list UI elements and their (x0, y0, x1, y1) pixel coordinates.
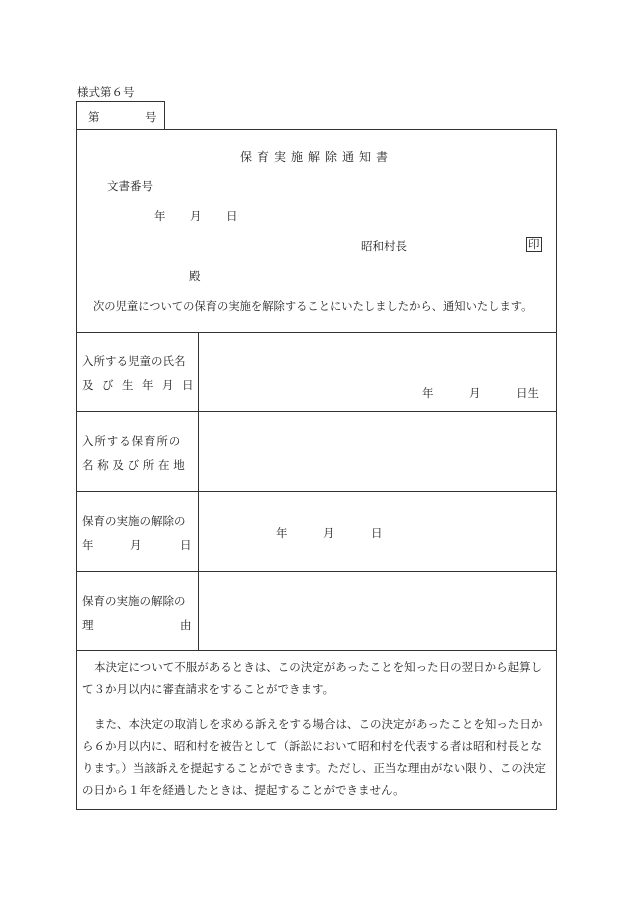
row3-label-year: 年 (82, 538, 94, 552)
number-suffix: 号 (145, 110, 157, 124)
row-divider (76, 571, 557, 572)
row2-label-line1: 入所する保育所の (82, 434, 182, 448)
row3-date-month: 月 (323, 526, 335, 540)
row4-label-reason-b: 由 (180, 618, 192, 632)
document-title: 保育実施解除通知書 (240, 150, 394, 164)
row-divider (76, 411, 557, 412)
issue-date-month: 月 (190, 209, 202, 223)
row4-label-reason-a: 理 (82, 618, 94, 632)
form-number: 様式第６号 (77, 85, 135, 99)
addressee-suffix: 殿 (189, 269, 201, 283)
number-prefix: 第 (88, 110, 100, 124)
row3-label-month: 月 (130, 538, 142, 552)
issue-date-day: 日 (226, 209, 238, 223)
lawsuit-notice: また、本決定の取消しを求める訴えをする場合は、この決定があったことを知った日から６か月以内に、昭和村を被告として（訴訟において昭和村を代表する者は昭和村長となります。）当該訴えを提起することができます。ただし、正当な理由がない限り、この決定の日から１年を経過したときは、提起することができません。 (82, 717, 546, 797)
issuer-name: 昭和村長 (361, 239, 407, 253)
row3-date-day: 日 (371, 526, 383, 540)
table-top-border (76, 332, 557, 333)
row1-birth-year: 年 (422, 386, 434, 400)
doc-number-label: 文書番号 (107, 179, 153, 193)
issue-date-year: 年 (154, 209, 166, 223)
row3-label-line1: 保育の実施の解除の (82, 514, 186, 528)
row1-birth-day: 日生 (516, 386, 539, 400)
number-box (76, 101, 165, 130)
intro-text: 次の児童についての保育の実施を解除することにいたしましたから、通知いたします。 (93, 300, 533, 313)
seal-mark: 印 (528, 237, 540, 251)
table-bottom-border (76, 650, 557, 651)
appeal-notice: 本決定について不服があるときは、この決定があったことを知った日の翌日から起算して３か月以内に審査請求をすることができます。 (82, 660, 543, 696)
row-divider (76, 491, 557, 492)
row1-label-line2-text: 及び生年月日 (82, 378, 202, 392)
row3-label-day: 日 (180, 538, 192, 552)
row1-label-line2 (82, 377, 202, 393)
row3-date-year: 年 (276, 526, 288, 540)
row1-label-line1: 入所する児童の氏名 (82, 354, 186, 368)
row1-birth-month: 月 (469, 386, 481, 400)
row2-label-line2: 名称及び所在地 (82, 458, 189, 472)
row4-label-line1: 保育の実施の解除の (82, 594, 186, 608)
